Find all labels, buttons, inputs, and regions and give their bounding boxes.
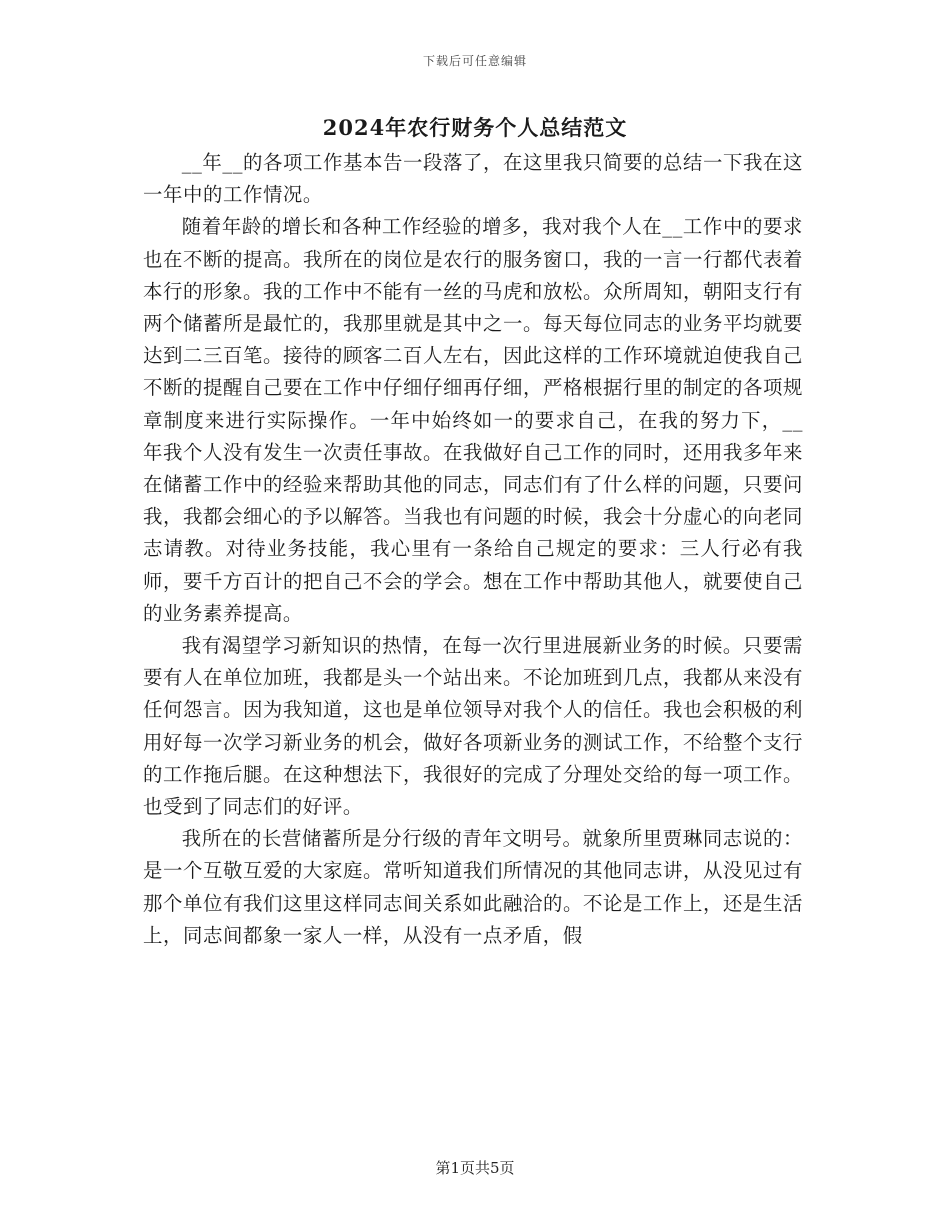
paragraph-3: 我有渴望学习新知识的热情，在每一次行里进展新业务的时候。只要需要有人在单位加班，我都是头一个站出来。不论加班到几点，我都从来没有任何怨言。因为我知道，这也是单位领导对我个人的信任。我也会积极的利用好每一次学习新业务的机会，做好各项新业务的测试工作，不给整个支行的工作拖后腿。在这种想法下，我很好的完成了分理处交给的每一项工作。也受到了同志们的好评。 — [143, 634, 803, 819]
document-body — [143, 147, 803, 952]
page-number-footer: 第1页共5页 — [435, 1159, 515, 1177]
paragraph-4: 我所在的长营储蓄所是分行级的青年文明号。就象所里贾琳同志说的：是一个互敬互爱的大家庭。常听知道我们所情况的其他同志讲，从没见过有那个单位有我们这里这样同志间关系如此融洽的。不论是工作上，还是生活上，同志间都象一家人一样，从没有一点矛盾，假 — [143, 827, 803, 947]
paragraph-1: __年__的各项工作基本告一段落了，在这里我只简要的总结一下我在这一年中的工作情况。 — [143, 151, 803, 207]
header-note: 下载后可任意编辑 — [422, 54, 527, 68]
document-title: 2024年农行财务个人总结范文 — [322, 115, 628, 140]
paragraph-2: 随着年龄的增长和各种工作经验的增多，我对我个人在__工作中的要求也在不断的提高。我所在的岗位是农行的服务窗口，我的一言一行都代表着本行的形象。我的工作中不能有一丝的马虎和放松。众所周知，朝阳支行有两个储蓄所是最忙的，我那里就是其中之一。每天每位同志的业务平均就要达到二三百笔。接待的顾客二百人左右，因此这样的工作环境就迫使我自己不断的提醒自己要在工作中仔细仔细再仔细，严格根据行里的制定的各项规章制度来进行实际操作。一年中始终如一的要求自己，在我的努力下，__年我个人没有发生一次责任事故。在我做好自己工作的同时，还用我多年来在储蓄工作中的经验来帮助其他的同志，同志们有了什么样的问题，只要问我，我都会细心的予以解答。当我也有问题的时候，我会十分虚心的向老同志请教。对待业务技能，我心里有一条给自己规定的要求：三人行必有我师，要千方百计的把自己不会的学会。想在工作中帮助其他人，就要使自己的业务素养提高。 — [143, 215, 803, 625]
